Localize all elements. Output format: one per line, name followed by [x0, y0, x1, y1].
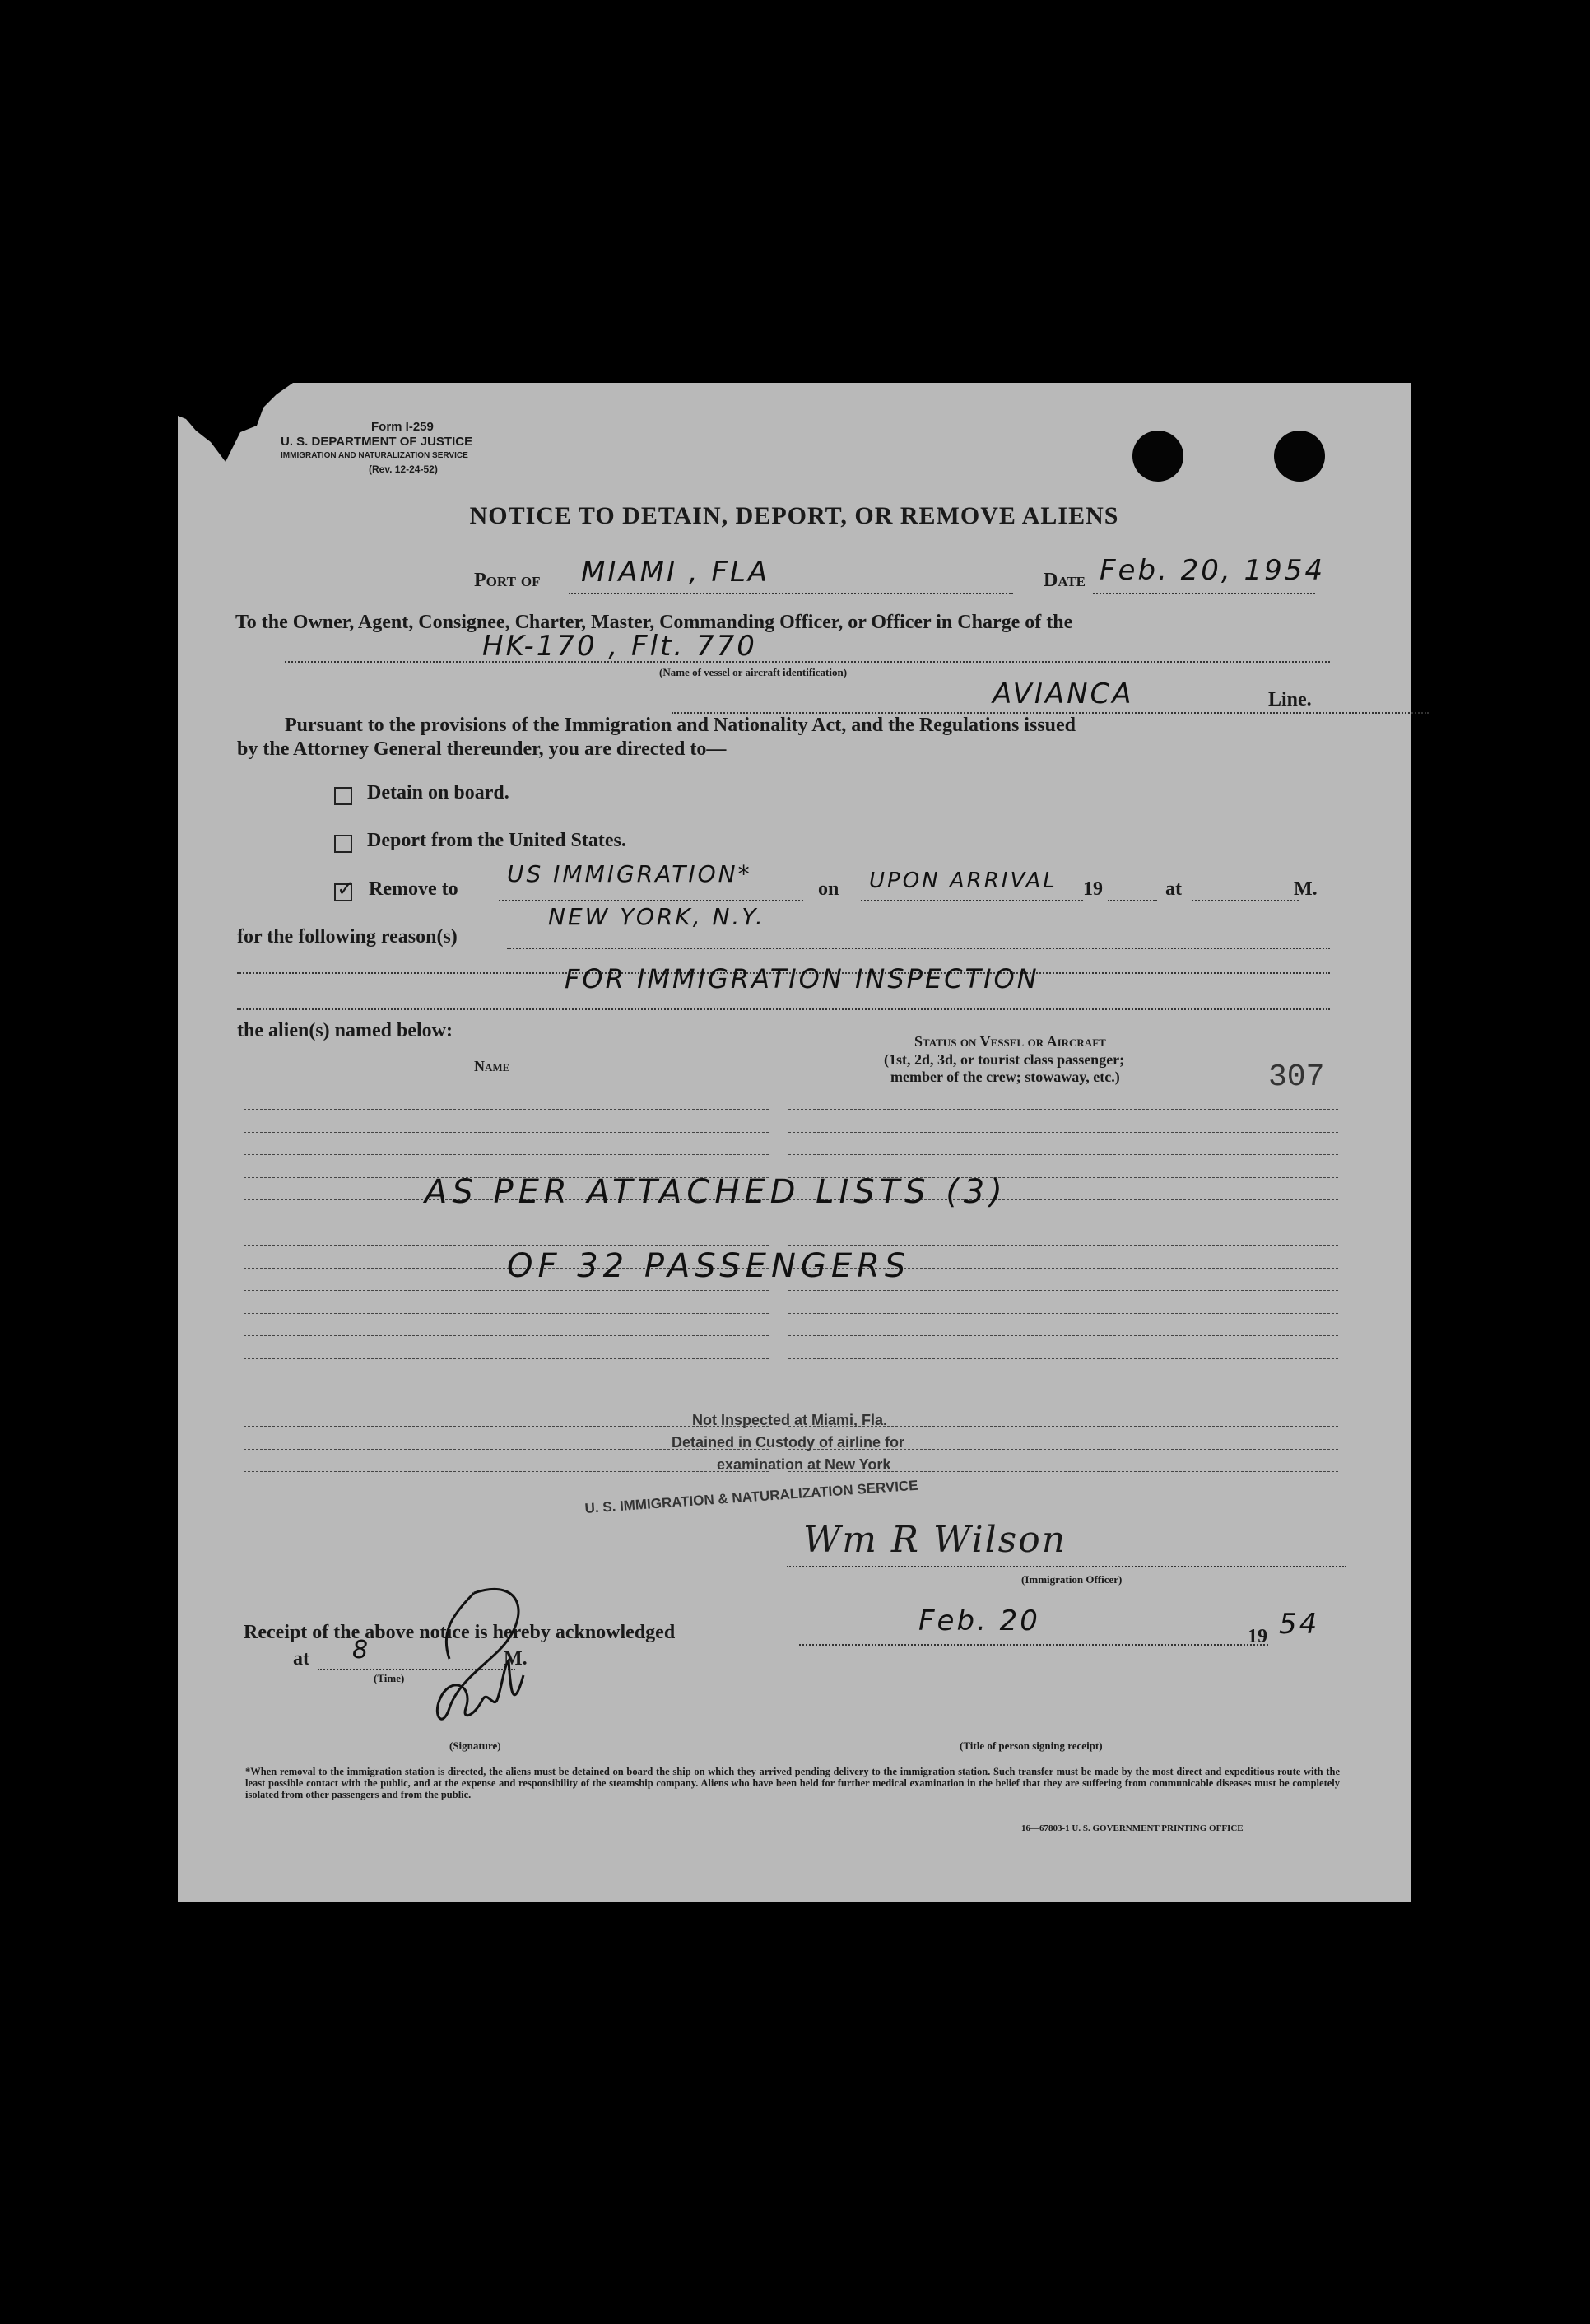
- form-number: Form I-259: [371, 420, 434, 434]
- name-row-line: [244, 1426, 769, 1427]
- margin-number: 307: [1268, 1060, 1325, 1095]
- form-page: [178, 383, 1411, 1902]
- addressee-text: To the Owner, Agent, Consignee, Charter, Master, Commanding Officer, or Officer in Charge of the: [235, 612, 1073, 633]
- status-row-line: [788, 1335, 1338, 1336]
- status-column-sub-2: member of the crew; stowaway, etc.): [890, 1069, 1120, 1085]
- reason-label: for the following reason(s): [237, 926, 458, 948]
- page-title: NOTICE TO DETAIN, DEPORT, OR REMOVE ALIENS: [469, 502, 1119, 529]
- form-revision: (Rev. 12-24-52): [369, 463, 438, 475]
- date-line: [1093, 593, 1315, 594]
- name-row-line: [244, 1471, 769, 1472]
- receipt-at-label: at: [293, 1648, 309, 1670]
- remove-on-line: [861, 900, 1083, 901]
- reason-line-3: [237, 1008, 1330, 1010]
- remove-year-line: [1108, 900, 1157, 901]
- status-row-line: [788, 1313, 1338, 1314]
- remove-on-value: UPON ARRIVAL: [869, 869, 1058, 893]
- footnote: *When removal to the immigration station is directed, the aliens must be detained on board the ship on which they arrived pending delivery to the immigration station. Such transfer must be made by the most direct and expeditious route with the least possible contact with the public, and at the expense and responsibility of the steamship company. Aliens who have been held for further medical examination in the belief that they are suffering from communicable diseases must be completely isolated from other passengers and from the public.: [245, 1766, 1340, 1800]
- status-column-sub-1: (1st, 2d, 3d, or tourist class passenger;: [884, 1051, 1125, 1068]
- receipt-label: Receipt of the above notice is hereby acknowledged: [244, 1622, 676, 1643]
- vessel-line: [285, 661, 1330, 663]
- reason-line-1: [507, 948, 1330, 949]
- receipt-signature-scribble: [425, 1585, 556, 1741]
- line-value: AVIANCA: [993, 678, 1134, 710]
- punch-hole-left: [1132, 431, 1183, 482]
- service-stamp: U. S. IMMIGRATION & NATURALIZATION SERVICE: [584, 1477, 919, 1516]
- detain-checkbox[interactable]: [334, 787, 352, 805]
- port-value: MIAMI , FLA: [581, 556, 770, 589]
- remove-year-prefix: 19: [1083, 878, 1103, 900]
- name-row-line: [244, 1245, 769, 1246]
- time-caption: (Time): [374, 1672, 405, 1684]
- name-row-line: [244, 1154, 769, 1155]
- officer-signature: Wm R Wilson: [803, 1519, 1067, 1561]
- remove-at-label: at: [1165, 878, 1182, 900]
- remove-label: Remove to: [369, 878, 458, 900]
- stamp-line-3: examination at New York: [717, 1456, 891, 1473]
- department-name: U. S. DEPARTMENT OF JUSTICE: [281, 435, 473, 449]
- name-row-line: [244, 1358, 769, 1359]
- date-value: Feb. 20, 1954: [1100, 554, 1326, 587]
- status-row-line: [788, 1132, 1338, 1133]
- receipt-year: 54: [1279, 1608, 1320, 1641]
- detain-label: Detain on board.: [367, 782, 509, 803]
- remove-destination-line2: NEW YORK, N.Y.: [548, 903, 765, 930]
- receipt-time: 8: [352, 1636, 371, 1665]
- date-label: Date: [1044, 570, 1086, 591]
- remove-m-label: M.: [1294, 878, 1318, 900]
- line-label: Line.: [1268, 689, 1312, 710]
- name-row-line: [244, 1132, 769, 1133]
- remove-on-label: on: [818, 878, 839, 900]
- reason-value: FOR IMMIGRATION INSPECTION: [565, 963, 1039, 994]
- name-row-line: [244, 1290, 769, 1291]
- pursuant-text-2: by the Attorney General thereunder, you are directed to—: [237, 738, 727, 760]
- receipt-m-label: M.: [504, 1648, 528, 1670]
- remove-destination: US IMMIGRATION*: [507, 860, 752, 887]
- port-label: Port of: [474, 570, 541, 591]
- name-row-line: [244, 1335, 769, 1336]
- remove-time-line: [1192, 900, 1299, 901]
- punch-hole-right: [1274, 431, 1325, 482]
- remove-checkbox[interactable]: [334, 877, 355, 901]
- officer-line: [787, 1566, 1346, 1567]
- title-caption: (Title of person signing receipt): [960, 1740, 1103, 1752]
- status-row-line: [788, 1154, 1338, 1155]
- port-line: [569, 593, 1013, 594]
- status-row-line: [788, 1245, 1338, 1246]
- signature-caption: (Signature): [449, 1740, 501, 1752]
- vessel-caption: (Name of vessel or aircraft identification): [659, 666, 848, 678]
- remove-destination-line: [499, 900, 803, 901]
- deport-checkbox[interactable]: [334, 835, 352, 853]
- name-row-line: [244, 1109, 769, 1110]
- name-column-header: Name: [474, 1058, 510, 1074]
- status-column-header: Status on Vessel or Aircraft: [914, 1033, 1106, 1050]
- aliens-label: the alien(s) named below:: [237, 1020, 453, 1041]
- vessel-value: HK-170 , Flt. 770: [482, 630, 757, 663]
- check-mark-icon: ✓: [337, 877, 355, 901]
- deport-label: Deport from the United States.: [367, 830, 626, 851]
- stamp-line-1: Not Inspected at Miami, Fla.: [692, 1412, 888, 1428]
- receipt-date-line: [799, 1644, 1268, 1646]
- stamp-line-2: Detained in Custody of airline for: [672, 1434, 905, 1451]
- service-name: IMMIGRATION AND NATURALIZATION SERVICE: [281, 451, 468, 460]
- line-name-line: [672, 712, 1429, 714]
- body-note-line-2: OF 32 PASSENGERS: [507, 1247, 911, 1285]
- receipt-date: Feb. 20: [918, 1604, 1040, 1637]
- name-row-line: [244, 1313, 769, 1314]
- printer-line: 16—67803-1 U. S. GOVERNMENT PRINTING OFFICE: [1021, 1823, 1244, 1833]
- officer-caption: (Immigration Officer): [1021, 1573, 1123, 1586]
- pursuant-text-1: Pursuant to the provisions of the Immigration and Nationality Act, and the Regulations issued: [285, 715, 1076, 736]
- status-row-line: [788, 1358, 1338, 1359]
- status-row-line: [788, 1290, 1338, 1291]
- status-row-line: [788, 1109, 1338, 1110]
- body-note-line-1: AS PER ATTACHED LISTS (3): [425, 1173, 1007, 1211]
- receipt-year-prefix: 19: [1248, 1626, 1267, 1647]
- torn-corner: [178, 383, 293, 465]
